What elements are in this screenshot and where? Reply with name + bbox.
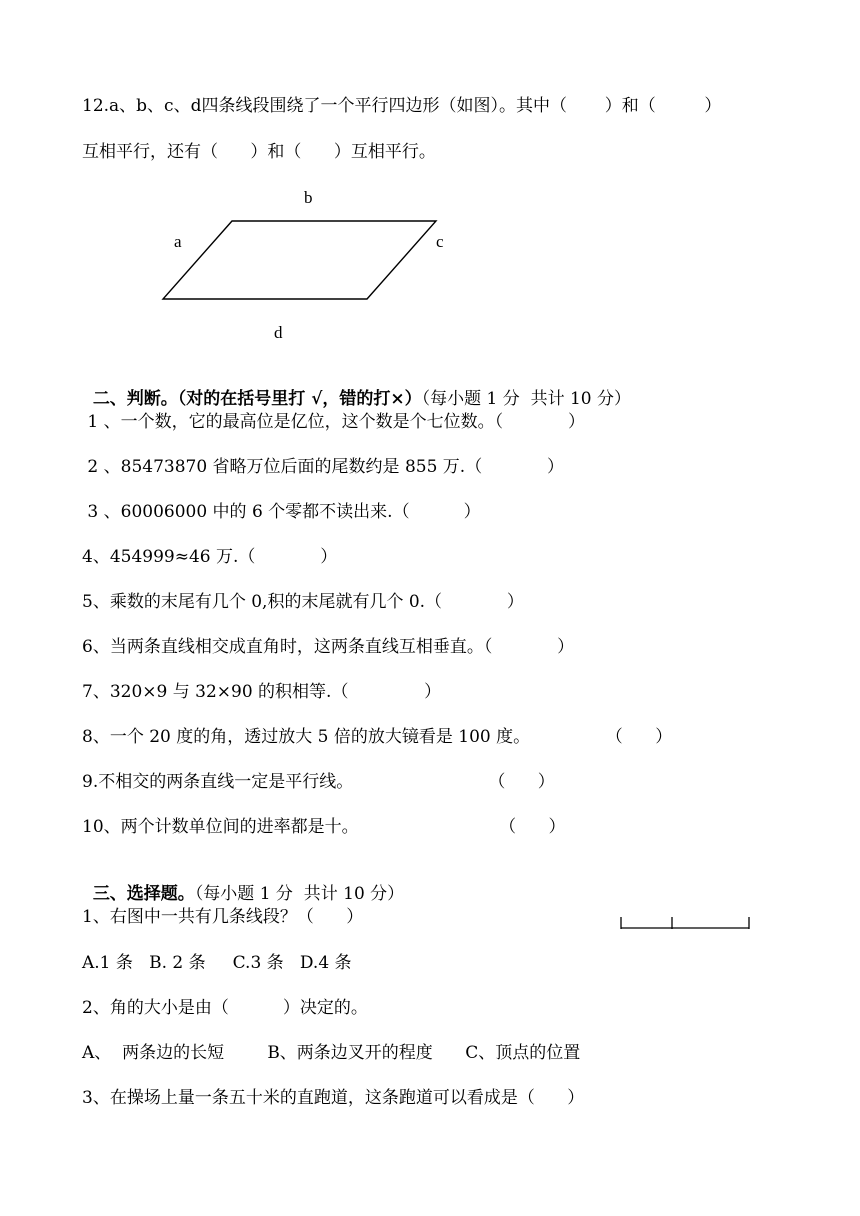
judge-item-5: 5、乘数的末尾有几个 0,积的末尾就有几个 0.（ ） bbox=[82, 592, 524, 612]
segment-figure bbox=[621, 917, 749, 929]
choice-q2-options: A、 两条边的长短 B、两条边叉开的程度 C、顶点的位置 bbox=[82, 1043, 581, 1063]
judge-item-3: 3 、60006000 中的 6 个零都不读出来.（ ） bbox=[82, 502, 481, 522]
judge-item-7: 7、320×9 与 32×90 的积相等.（ ） bbox=[82, 682, 442, 702]
section2-heading-title: 二、判断。（对的在括号里打 √，错的打×） bbox=[92, 389, 422, 409]
judge-item-9: 9.不相交的两条直线一定是平行线。 （ ） bbox=[82, 772, 555, 792]
label-c: c bbox=[436, 232, 444, 251]
section3-heading bbox=[82, 861, 404, 905]
section2-heading bbox=[82, 366, 631, 410]
section2-heading-note: （每小题 1 分 共计 10 分） bbox=[421, 389, 632, 409]
choice-q3: 3、在操场上量一条五十米的直跑道，这条跑道可以看成是（ ） bbox=[82, 1088, 585, 1108]
q12-line1: 12.a、b、c、d四条线段围绕了一个平行四边形（如图）。其中（ ）和（ ） bbox=[82, 96, 722, 116]
judge-item-8: 8、一个 20 度的角，透过放大 5 倍的放大镜看是 100 度。 （ ） bbox=[82, 727, 673, 747]
judge-item-2: 2 、85473870 省略万位后面的尾数约是 855 万.（ ） bbox=[82, 457, 565, 477]
label-a: a bbox=[174, 232, 182, 251]
judge-item-6: 6、当两条直线相交成直角时，这两条直线互相垂直。（ ） bbox=[82, 637, 575, 657]
judge-item-10: 10、两个计数单位间的进率都是十。 （ ） bbox=[82, 817, 566, 837]
judge-item-1: 1 、一个数，它的最高位是亿位，这个数是个七位数。（ ） bbox=[82, 412, 585, 432]
choice-q1-options: A.1 条 B. 2 条 C.3 条 D.4 条 bbox=[82, 953, 352, 973]
section3-heading-title: 三、选择题。 bbox=[92, 884, 195, 904]
choice-q2: 2、角的大小是由（ ）决定的。 bbox=[82, 998, 368, 1018]
label-b: b bbox=[304, 188, 313, 207]
label-d: d bbox=[274, 323, 283, 342]
parallelogram-figure bbox=[163, 221, 436, 299]
choice-q1: 1、右图中一共有几条线段？（ ） bbox=[82, 907, 364, 927]
q12-line2: 互相平行，还有（ ）和（ ）互相平行。 bbox=[82, 142, 436, 162]
judge-item-4: 4、454999≈46 万.（ ） bbox=[82, 547, 338, 567]
section3-heading-note: （每小题 1 分 共计 10 分） bbox=[194, 884, 405, 904]
